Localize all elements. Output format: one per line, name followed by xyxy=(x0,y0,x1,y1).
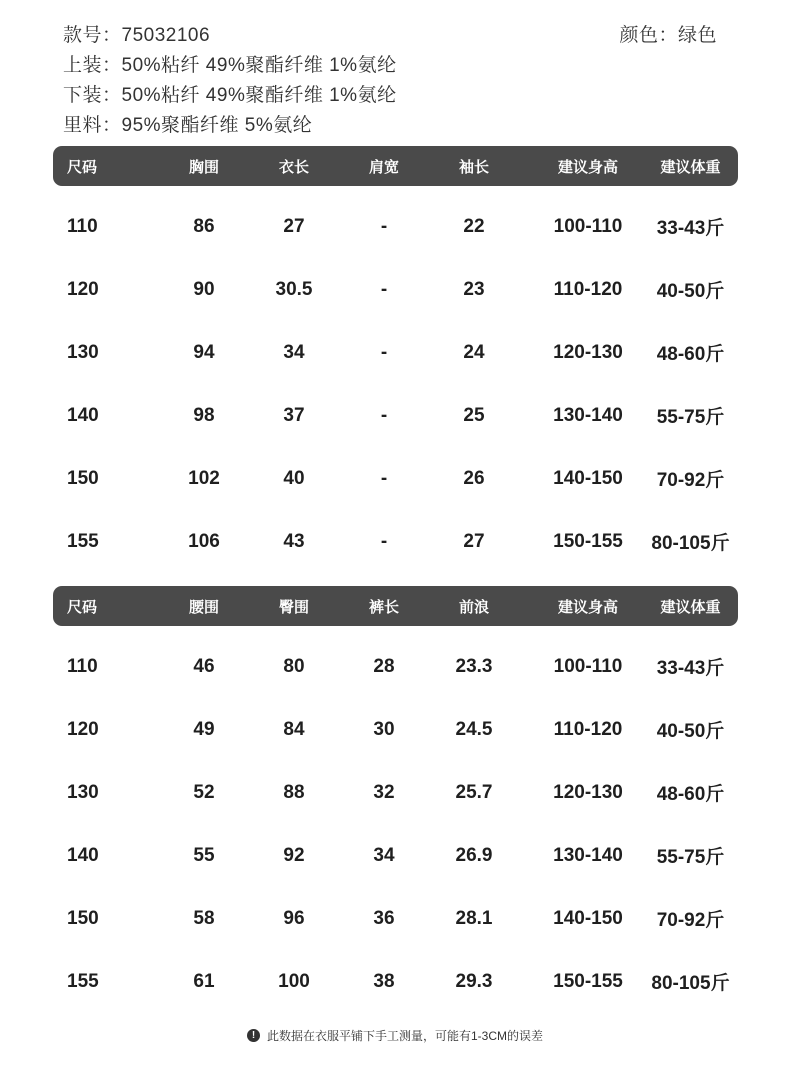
table-cell: 55-75斤 xyxy=(656,847,725,868)
table-cell: 120-130 xyxy=(553,341,623,363)
table-cell: - xyxy=(380,278,388,300)
table-cell: 130-140 xyxy=(553,844,623,866)
table-cell: 100-110 xyxy=(553,215,623,237)
table-cell: 28.1 xyxy=(455,907,493,929)
table-row xyxy=(53,887,738,950)
table-row xyxy=(53,698,738,761)
table-cell: 130 xyxy=(67,341,99,363)
table-cell: 25 xyxy=(463,404,485,426)
table-cell: - xyxy=(380,467,388,489)
table-cell: 90 xyxy=(193,278,215,300)
table-cell: 130 xyxy=(67,781,99,803)
table-cell: 80-105斤 xyxy=(651,533,730,554)
table-row xyxy=(53,384,738,447)
table-row xyxy=(53,761,738,824)
table-cell: 43 xyxy=(283,530,305,552)
table-cell: - xyxy=(380,404,388,426)
table-row xyxy=(53,635,738,698)
header-cell: 衣长 xyxy=(278,158,309,176)
header-cell: 建议身高 xyxy=(557,598,618,616)
header-cell: 建议体重 xyxy=(660,158,721,176)
table-cell: 106 xyxy=(188,530,220,552)
table-cell: 48-60斤 xyxy=(656,784,725,805)
table-cell: 150 xyxy=(67,907,99,929)
top-fabric: 上装：50%粘纤 49%聚酯纤维 1%氨纶 xyxy=(63,55,397,76)
table-cell: 155 xyxy=(67,530,99,552)
table-cell: 86 xyxy=(193,215,215,237)
table-cell: 36 xyxy=(373,907,395,929)
table-cell: 38 xyxy=(373,970,395,992)
header-cell: 建议体重 xyxy=(660,598,721,616)
header-cell: 裤长 xyxy=(368,598,399,616)
table-cell: 48-60斤 xyxy=(656,344,725,365)
table-cell: 61 xyxy=(193,970,215,992)
table-cell: 55-75斤 xyxy=(656,407,725,428)
header-cell: 袖长 xyxy=(458,158,489,176)
table-cell: 100-110 xyxy=(553,655,623,677)
table-cell: 34 xyxy=(283,341,305,363)
header-cell: 建议身高 xyxy=(557,158,618,176)
table-cell: 102 xyxy=(188,467,220,489)
bottom-fabric: 下装：50%粘纤 49%聚酯纤维 1%氨纶 xyxy=(63,85,397,106)
table-cell: 26 xyxy=(463,467,485,489)
table-cell: 27 xyxy=(283,215,305,237)
table-cell: 84 xyxy=(283,718,305,740)
table-cell: 37 xyxy=(283,404,305,426)
table-cell: 40-50斤 xyxy=(656,281,725,302)
table-cell: 120-130 xyxy=(553,781,623,803)
table-cell: 110-120 xyxy=(553,278,623,300)
table-cell: 70-92斤 xyxy=(656,470,725,491)
lining-fabric: 里料：95%聚酯纤维 5%氨纶 xyxy=(63,115,313,136)
table-cell: 98 xyxy=(193,404,215,426)
table-cell: 25.7 xyxy=(455,781,493,803)
table-cell: 155 xyxy=(67,970,99,992)
exclamation-icon: ! xyxy=(247,1029,260,1042)
top-table-body xyxy=(53,186,738,573)
table-cell: 96 xyxy=(283,907,305,929)
table-cell: 140 xyxy=(67,844,99,866)
table-cell: 120 xyxy=(67,278,99,300)
table-cell: 27 xyxy=(463,530,485,552)
header-cell: 尺码 xyxy=(67,598,98,616)
table-cell: 23.3 xyxy=(455,655,493,677)
table-row xyxy=(53,195,738,258)
top-table-header xyxy=(53,146,738,186)
table-cell: 140 xyxy=(67,404,99,426)
table-cell: 33-43斤 xyxy=(656,658,725,679)
style-number: 款号：75032106 xyxy=(63,25,211,46)
table-cell: 40 xyxy=(283,467,305,489)
table-cell: 33-43斤 xyxy=(656,218,725,239)
table-cell: 150-155 xyxy=(553,530,623,552)
table-row xyxy=(53,447,738,510)
table-cell: 46 xyxy=(193,655,215,677)
table-cell: 55 xyxy=(193,844,215,866)
table-cell: 23 xyxy=(463,278,485,300)
note-text: 此数据在衣服平铺下手工测量，可能有1-3CM的误差 xyxy=(266,1029,543,1043)
table-cell: 130-140 xyxy=(553,404,623,426)
table-row xyxy=(53,321,738,384)
table-cell: 49 xyxy=(193,718,215,740)
table-cell: 30 xyxy=(373,718,395,740)
table-cell: 80 xyxy=(283,655,305,677)
measurement-note xyxy=(0,1027,790,1044)
table-cell: - xyxy=(380,530,388,552)
table-cell: 58 xyxy=(193,907,215,929)
table-cell: 88 xyxy=(283,781,305,803)
table-cell: - xyxy=(380,215,388,237)
bottom-table-header xyxy=(53,586,738,626)
table-cell: 94 xyxy=(193,341,215,363)
top-size-table xyxy=(53,146,738,573)
table-cell: 80-105斤 xyxy=(651,973,730,994)
header-cell: 胸围 xyxy=(188,158,219,176)
header-cell: 尺码 xyxy=(67,158,98,176)
table-cell: 24.5 xyxy=(455,718,493,740)
table-cell: 140-150 xyxy=(553,907,623,929)
table-cell: 30.5 xyxy=(275,278,313,300)
table-cell: - xyxy=(380,341,388,363)
table-row xyxy=(53,824,738,887)
table-cell: 34 xyxy=(373,844,395,866)
table-cell: 52 xyxy=(193,781,215,803)
table-cell: 40-50斤 xyxy=(656,721,725,742)
table-cell: 120 xyxy=(67,718,99,740)
header-cell: 臀围 xyxy=(278,598,309,616)
table-row xyxy=(53,950,738,1013)
table-cell: 140-150 xyxy=(553,467,623,489)
table-cell: 28 xyxy=(373,655,395,677)
table-cell: 150-155 xyxy=(553,970,623,992)
table-cell: 26.9 xyxy=(455,844,493,866)
table-cell: 150 xyxy=(67,467,99,489)
header-cell: 腰围 xyxy=(188,598,219,616)
table-cell: 110 xyxy=(67,215,98,237)
table-cell: 29.3 xyxy=(455,970,493,992)
table-cell: 22 xyxy=(463,215,485,237)
table-cell: 32 xyxy=(373,781,395,803)
table-cell: 100 xyxy=(278,970,310,992)
table-row xyxy=(53,258,738,321)
color-info: 颜色：绿色 xyxy=(619,25,717,46)
table-cell: 110-120 xyxy=(553,718,623,740)
table-cell: 24 xyxy=(463,341,485,363)
table-cell: 70-92斤 xyxy=(656,910,725,931)
bottom-size-table xyxy=(53,586,738,1013)
bottom-table-body xyxy=(53,626,738,1013)
table-row xyxy=(53,510,738,573)
table-cell: 92 xyxy=(283,844,305,866)
table-cell: 110 xyxy=(67,655,98,677)
header-cell: 肩宽 xyxy=(368,158,399,176)
header-cell: 前浪 xyxy=(458,598,489,616)
